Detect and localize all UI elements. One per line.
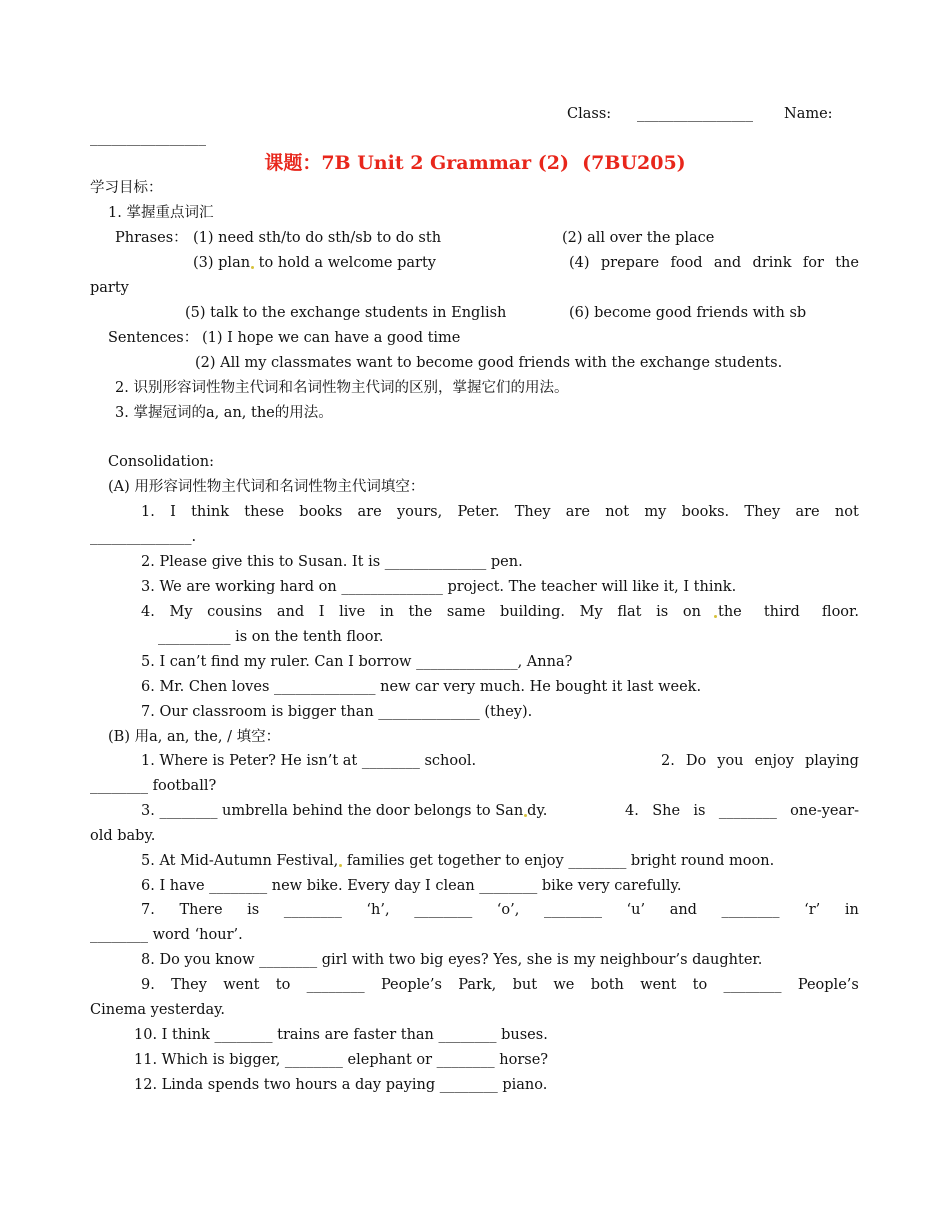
objectives-heading: 学习目标：: [90, 180, 163, 196]
question-b3: 3. ________ umbrella behind the door belongs to San dy.: [141, 803, 548, 819]
class-label: Class:: [567, 106, 612, 122]
question-a2: 2. Please give this to Susan. It is ______________ pen.: [141, 554, 523, 570]
question-b7-tail: ________ word ‘hour’.: [90, 927, 243, 943]
sentence-2: (2) All my classmates want to become good friends with the exchange students.: [195, 355, 783, 371]
question-b1: 1. Where is Peter? He isn’t at ________ school.: [141, 753, 477, 769]
question-b2: 2. Do you enjoy playing: [661, 753, 859, 769]
question-b7: 7. There is ________ ‘h’, ________ ‘o’, ________ ‘u’ and ________ ‘r’ in: [141, 902, 859, 918]
stray-dot-mark: [714, 615, 717, 618]
consolidation-heading: Consolidation:: [108, 454, 214, 470]
phrase-4-tail: party: [90, 280, 129, 296]
phrase-6: (6) become good friends with sb: [569, 305, 807, 321]
question-a4-tail: __________ is on the tenth floor.: [158, 629, 384, 645]
phrase-4: (4) prepare food and drink for the: [569, 255, 859, 271]
class-blank: ________________: [637, 106, 753, 122]
phrase-3: (3) plan to hold a welcome party: [193, 255, 436, 271]
question-b4: 4. She is ________ one-year-: [625, 803, 859, 819]
name-label: Name:: [784, 106, 833, 122]
objective-2: 2. 识别形容词性物主代词和名词性物主代词的区别，掌握它们的用法。: [115, 380, 569, 396]
question-a4: 4. My cousins and I live in the same building. My flat is on: [141, 604, 701, 620]
question-a7: 7. Our classroom is bigger than ______________ (they).: [141, 704, 533, 720]
name-blank: ________________: [90, 130, 206, 146]
question-b6: 6. I have ________ new bike. Every day I clean ________ bike very carefully.: [141, 878, 682, 894]
objective-1: 1. 掌握重点词汇: [108, 205, 214, 221]
question-b8: 8. Do you know ________ girl with two big eyes? Yes, she is my neighbour’s daughter.: [141, 952, 763, 968]
section-b-heading: (B) 用a, an, the, / 填空：: [108, 729, 281, 745]
question-b2-tail: ________ football?: [90, 778, 217, 794]
question-b5: 5. At Mid-Autumn Festival, families get together to enjoy ________ bright round moon.: [141, 853, 775, 869]
sentence-1: (1) I hope we can have a good time: [202, 330, 461, 346]
question-b4-tail: old baby.: [90, 828, 156, 844]
page-title: 课题：7B Unit 2 Grammar (2) (7BU205): [264, 152, 686, 174]
phrases-label: Phrases：: [115, 230, 188, 246]
question-a4-end: the third floor.: [718, 604, 859, 620]
question-a1: 1. I think these books are yours, Peter. They are not my books. They are not: [141, 504, 859, 520]
question-b12: 12. Linda spends two hours a day paying ________ piano.: [134, 1077, 548, 1093]
question-b10: 10. I think ________ trains are faster than ________ buses.: [134, 1027, 548, 1043]
question-a3: 3. We are working hard on ______________ project. The teacher will like it, I think.: [141, 579, 737, 595]
question-a6: 6. Mr. Chen loves ______________ new car very much. He bought it last week.: [141, 679, 702, 695]
question-b9: 9. They went to ________ People’s Park, but we both went to ________ People’s: [141, 977, 859, 993]
section-a-heading: (A) 用形容词性物主代词和名词性物主代词填空：: [108, 479, 425, 495]
question-a1-tail: ______________.: [90, 529, 197, 545]
sentences-label: Sentences：: [108, 330, 199, 346]
objective-3: 3. 掌握冠词的a, an, the的用法。: [115, 405, 333, 421]
phrase-2: (2) all over the place: [562, 230, 715, 246]
phrase-1: (1) need sth/to do sth/sb to do sth: [193, 230, 442, 246]
question-b11: 11. Which is bigger, ________ elephant or ________ horse?: [134, 1052, 549, 1068]
question-b9-tail: Cinema yesterday.: [90, 1002, 226, 1018]
question-a5: 5. I can’t find my ruler. Can I borrow ______________, Anna?: [141, 654, 573, 670]
phrase-5: (5) talk to the exchange students in English: [185, 305, 507, 321]
